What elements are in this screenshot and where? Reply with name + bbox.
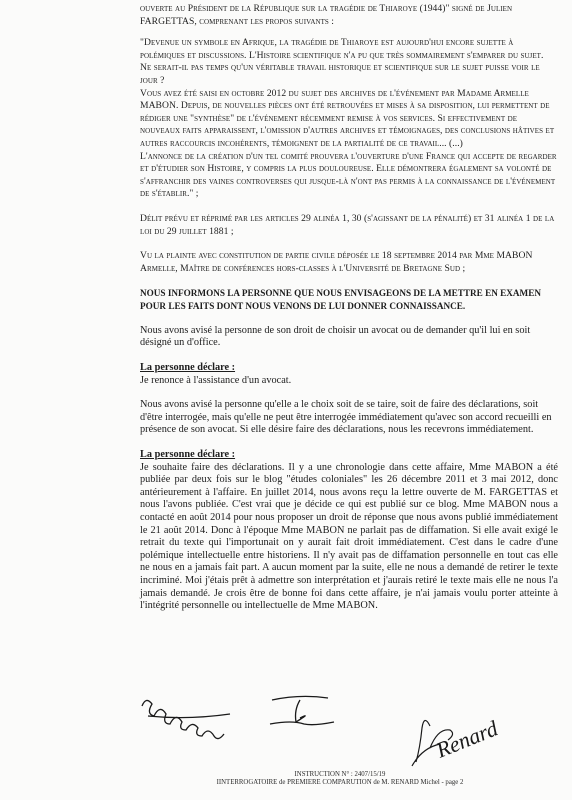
signatures-area (0, 688, 572, 768)
declare-heading-2: La personne déclare : (140, 449, 236, 461)
delit-paragraph: Délit prévu et réprimé par les articles 29 alinéa 1, 30 (s'agissant de la pénalité) et 31 alinéa 1 de la loi du 29 juillet 1881 ; (140, 212, 555, 237)
quote-paragraph-1: "Devenue un symbole en Afrique, la tragédie de Thiaroye est aujourd'hui encore sujette à polémiques et discussions. L'Histoire scientifique n'a pu que très sommairement s'emparer du sujet. (140, 37, 544, 61)
footer-instruction: INSTRUCTION N° : 2407/15/19 (294, 771, 386, 778)
signature-middle (270, 696, 334, 724)
quote-paragraph-3: Vous avez été saisi en octobre 2012 du sujet des archives de l'événement par Madame Armelle MABON. Depuis, de nouvelles pièces ont été retrouvées et mises à sa disposition, lui permettent de rédiger une "synthèse" de l'événement récemment remise à vos services. Si effectivement de nouveaux faits apparaissent, l'omission d'autres archives et témoignages, des conclusions hâtives et autres raccourcis incohérents, témoignent de la partialité de ce travail... (...) (140, 87, 555, 149)
declaration-paragraph: Je souhaite faire des déclarations. Il y a une chronologie dans cette affaire, Mme MABON a été publiée par deux fois sur le blog "études coloniales" les 26 décembre 2011 et 3 mai 2012, donc antérieurement à l'affaire. En juillet 2014, nous avons reçu la lettre ouverte de M. FARGETTAS et nous l'avons publiée. C'est vrai que je décide ce qui est publié sur ce blog. Mme MABON nous a contacté en août 2014 pour nous proposer un droit de réponse que nous avons publié immédiatement le 21 août 2014. Donc à l'époque Mme MABON ne parlait pas de diffamation. Si elle avait exigé le retrait du texte qui l'importunait on y aurait fait droit immédiatement. C'est dans le cadre d'une polémique intellectuelle entre historiens. Il n'y avait pas de diffamation personnelle en tout cas elle ne nous en a jamais fait part. A aucun moment par la suite, elle ne nous a demandé de retirer le texte incriminé. Moi j'étais prêt à admettre son interprétation et j'aurais retiré le texte mais elle ne nous l'a jamais demandé. Je crois être de bonne foi dans cette affaire, je n'ai jamais voulu porter atteinte à l'intégrité personnelle ou intellectuelle de Mme MABON. (140, 461, 558, 612)
plainte-paragraph: Vu la plainte avec constitution de partie civile déposée le 18 septembre 2014 par Mme MABON Armelle, Maître de conférences hors-classes à l'Université de Bretagne Sud ; (140, 250, 533, 274)
signature-left (142, 700, 230, 738)
footer (175, 771, 505, 787)
declare-heading-1: La personne déclare : (140, 362, 236, 374)
avise-avocat-paragraph: Nous avons avisé la personne de son droit de choisir un avocat ou de demander qu'il lui en soit désigné un d'office. (140, 324, 531, 349)
intro-paragraph: ouverte au Président de la République sur la tragédie de Thiaroye (1944)" signé de Julien FARGETTAS, comprenant les propos suivants : (140, 3, 513, 27)
signature-right-text: Renard (432, 715, 502, 763)
quote-paragraph-2: Ne serait-il pas temps qu'un véritable travail historique et scientifique sur le sujet puisse voir le jour ? (140, 62, 540, 86)
signature-right (412, 715, 502, 766)
avise-droits-paragraph: Nous avons avisé la personne qu'elle a le choix soit de se taire, soit de faire des déclarations, soit d'être interrogée, mais qu'elle ne peut être interrogée immédiatement qu'avec son accord recueilli en présence de son avocat. Si elle désire faire des déclarations, nous les recevrons immédiatement. (140, 399, 552, 436)
quote-paragraph-4: L'annonce de la création d'un tel comité prouvera l'ouverture d'une France qui accepte de regarder et d'étudier son Histoire, y compris la plus douloureuse. Elle démontrera également sa volonté de s'affranchir des vaines controverses qui jusque-là n'ont pas permis à la connaissance de l'événement de s'établir." ; (140, 150, 557, 200)
informons-paragraph: NOUS INFORMONS LA PERSONNE QUE NOUS ENVISAGEONS DE LA METTRE EN EXAMEN POUR LES FAITS DONT NOUS VENONS DE LUI DONNER CONNAISSANCE. (140, 288, 541, 312)
footer-interrogatoire: IINTERROGATOIRE de PREMIERE COMPARUTION de M. RENARD Michel - page 2 (216, 779, 464, 786)
declare-renonce: Je renonce à l'assistance d'un avocat. (140, 374, 292, 386)
document-body (140, 3, 558, 613)
